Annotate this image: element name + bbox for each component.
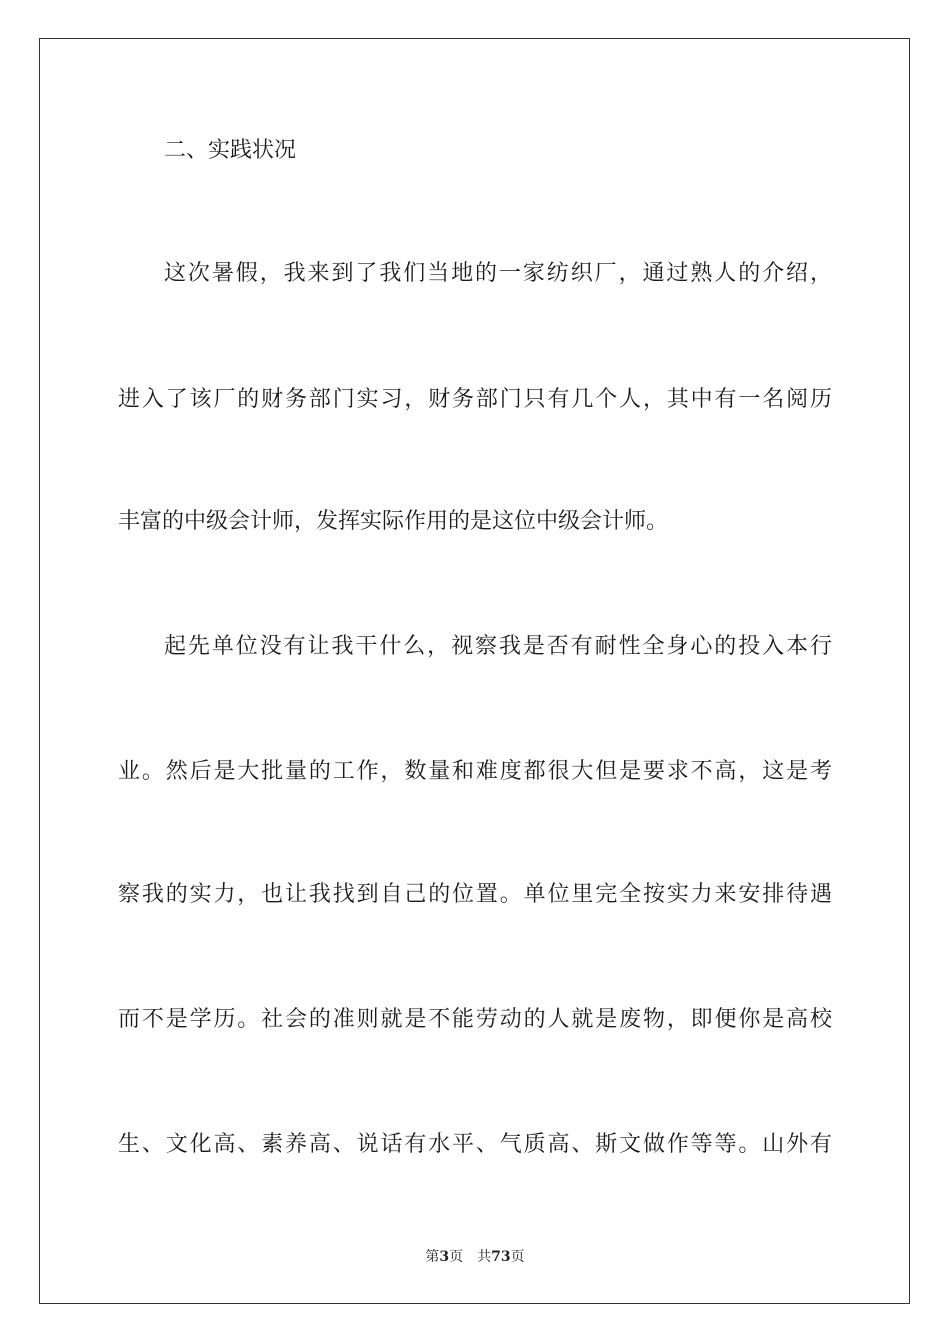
- paragraph-line: 这次暑假，我来到了我们当地的一家纺织厂，通过熟人的介绍，: [164, 261, 832, 286]
- page-number: 3: [439, 1249, 450, 1265]
- page-footer: [0, 1247, 950, 1267]
- paragraph-line: 生、文化高、素养高、说话有水平、气质高、斯文做作等等。山外有: [118, 1132, 832, 1157]
- paragraph-line: 丰富的中级会计师，发挥实际作用的是这位中级会计师。: [118, 509, 669, 534]
- section-heading: 二、实践状况: [164, 138, 297, 163]
- total-suffix: 页: [510, 1249, 525, 1265]
- paragraph-line: 而不是学历。社会的准则就是不能劳动的人就是废物，即便你是高校: [118, 1007, 832, 1032]
- page-suffix: 页: [449, 1249, 464, 1265]
- page-border: [39, 38, 910, 1304]
- total-prefix: 共: [477, 1249, 492, 1265]
- paragraph-line: 进入了该厂的财务部门实习，财务部门只有几个人，其中有一名阅历: [118, 387, 832, 412]
- total-pages: 73: [491, 1249, 511, 1265]
- page-prefix: 第: [425, 1249, 440, 1265]
- paragraph-line: 察我的实力，也让我找到自己的位置。单位里完全按实力来安排待遇: [118, 882, 832, 907]
- paragraph-line: 业。然后是大批量的工作，数量和难度都很大但是要求不高，这是考: [118, 759, 832, 784]
- paragraph-line: 起先单位没有让我干什么，视察我是否有耐性全身心的投入本行: [164, 634, 832, 659]
